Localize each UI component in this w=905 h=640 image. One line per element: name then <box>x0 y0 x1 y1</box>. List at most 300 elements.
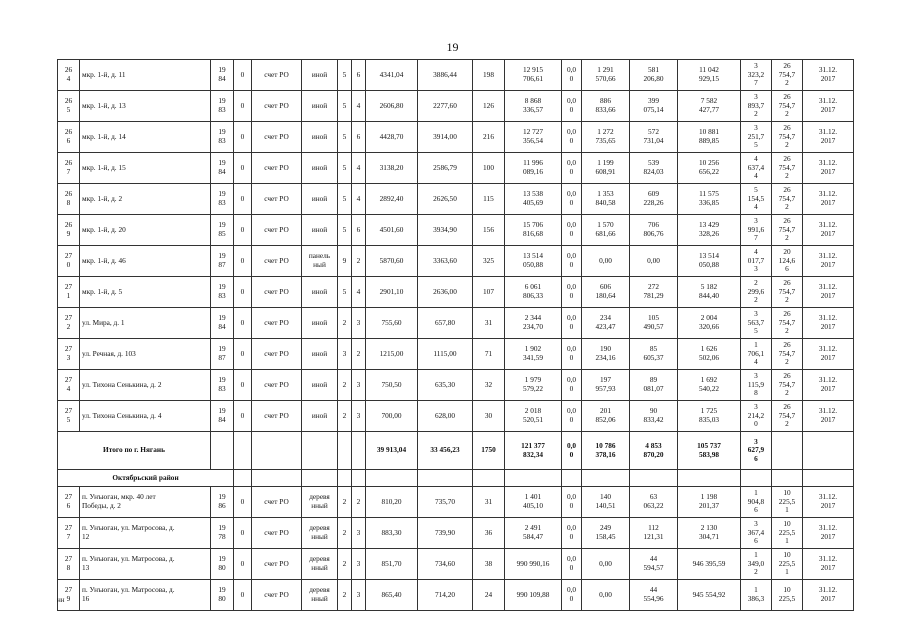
table-cell: 156 <box>473 215 505 246</box>
address-cell: мкр. 1-й, д. 15 <box>80 153 211 184</box>
table-cell: 2901,10 <box>366 277 418 308</box>
section-header-row <box>58 470 854 487</box>
housing-repair-table <box>57 59 854 611</box>
table-cell: 0,0 0 <box>562 277 582 308</box>
table-cell: 5 <box>338 153 352 184</box>
table-cell: 0 <box>234 308 252 339</box>
table-cell: 27 6 <box>58 487 80 518</box>
table-cell: 0 <box>234 518 252 549</box>
table-cell: 26 754,7 2 <box>772 60 803 91</box>
table-cell: 628,00 <box>418 401 473 432</box>
total-cost: 121 377 832,34 <box>505 432 562 470</box>
table-cell: 31.12. 2017 <box>803 549 854 580</box>
table-cell: 13 429 328,26 <box>678 215 741 246</box>
table-cell: 0 <box>234 91 252 122</box>
table-cell: 0 <box>234 370 252 401</box>
table-cell: 2 130 304,71 <box>678 518 741 549</box>
table-cell: 190 234,16 <box>582 339 630 370</box>
table-cell: 27 9 <box>58 580 80 611</box>
table-cell: 0,0 0 <box>562 580 582 611</box>
table-cell: 100 <box>473 153 505 184</box>
table-cell: 11 996 089,16 <box>505 153 562 184</box>
table-cell: счет РО <box>252 487 302 518</box>
table-cell: 0,0 0 <box>562 518 582 549</box>
table-cell: счет РО <box>252 215 302 246</box>
table-cell: 0,00 <box>582 549 630 580</box>
table-cell: счет РО <box>252 370 302 401</box>
table-cell: 1 198 201,37 <box>678 487 741 518</box>
table-cell: 19 85 <box>211 215 234 246</box>
table-cell: иной <box>302 60 338 91</box>
address-cell: мкр. 1-й, д. 46 <box>80 246 211 277</box>
table-cell: 1 570 681,66 <box>582 215 630 246</box>
table-cell: 0,0 0 <box>562 184 582 215</box>
total-residents: 1750 <box>473 432 505 470</box>
table-cell: 19 87 <box>211 246 234 277</box>
table-cell: счет РО <box>252 308 302 339</box>
table-cell: 3 893,7 2 <box>741 91 772 122</box>
table-cell: 32 <box>473 370 505 401</box>
table-cell: 739,90 <box>418 518 473 549</box>
table-cell: 197 957,93 <box>582 370 630 401</box>
table-cell: 2 <box>338 518 352 549</box>
table-cell: счет РО <box>252 580 302 611</box>
table-body-top <box>58 60 854 432</box>
table-row <box>58 549 854 580</box>
table-cell: 26 7 <box>58 153 80 184</box>
table-cell: счет РО <box>252 184 302 215</box>
table-cell: 1 353 840,58 <box>582 184 630 215</box>
table-cell: иной <box>302 308 338 339</box>
table-cell: 851,70 <box>366 549 418 580</box>
table-cell: 0,00 <box>630 246 678 277</box>
total-area: 39 913,04 <box>366 432 418 470</box>
table-cell: 2626,50 <box>418 184 473 215</box>
table-cell: 26 754,7 2 <box>772 122 803 153</box>
table-cell: 810,20 <box>366 487 418 518</box>
table-cell: 3 <box>352 401 366 432</box>
table-cell: 883,30 <box>366 518 418 549</box>
table-cell: счет РО <box>252 277 302 308</box>
table-row <box>58 215 854 246</box>
table-cell: 11 575 336,85 <box>678 184 741 215</box>
table-row <box>58 246 854 277</box>
table-cell: 36 <box>473 518 505 549</box>
table-cell: 13 514 050,88 <box>505 246 562 277</box>
address-cell: п. Унъюган, ул. Матросова, д. 13 <box>80 549 211 580</box>
table-cell: 10 225,5 <box>772 580 803 611</box>
table-cell: 7 582 427,77 <box>678 91 741 122</box>
table-cell: 572 731,04 <box>630 122 678 153</box>
table-cell: панель ный <box>302 246 338 277</box>
table-cell: 4 <box>352 153 366 184</box>
table-cell: 0,0 0 <box>562 370 582 401</box>
table-cell: 0 <box>234 549 252 580</box>
table-cell: 1 725 835,03 <box>678 401 741 432</box>
page-number: 19 <box>446 40 459 54</box>
table-cell: 1 199 608,91 <box>582 153 630 184</box>
table-cell: 325 <box>473 246 505 277</box>
address-cell: ул. Тихона Сенькина, д. 4 <box>80 401 211 432</box>
table-cell: 27 1 <box>58 277 80 308</box>
table-row <box>58 277 854 308</box>
table-cell: 10 225,5 1 <box>772 518 803 549</box>
total-municipal: 4 853 870,20 <box>630 432 678 470</box>
table-cell: 0 <box>234 60 252 91</box>
table-cell: 12 727 356,54 <box>505 122 562 153</box>
table-row <box>58 91 854 122</box>
table-row <box>58 184 854 215</box>
table-cell: иной <box>302 184 338 215</box>
table-cell: 31 <box>473 487 505 518</box>
table-cell: иной <box>302 215 338 246</box>
address-cell: мкр. 1-й, д. 5 <box>80 277 211 308</box>
table-cell: 3886,44 <box>418 60 473 91</box>
table-cell: 19 84 <box>211 308 234 339</box>
table-cell: 31.12. 2017 <box>803 91 854 122</box>
table-cell: 6 <box>352 122 366 153</box>
table-cell: 2606,80 <box>366 91 418 122</box>
table-cell: 26 754,7 2 <box>772 339 803 370</box>
table-cell: 3 <box>352 370 366 401</box>
address-cell: ул. Речная, д. 103 <box>80 339 211 370</box>
table-cell: 115 <box>473 184 505 215</box>
table-row <box>58 339 854 370</box>
table-cell: 31.12. 2017 <box>803 215 854 246</box>
table-cell: иной <box>302 122 338 153</box>
table-cell: 0,00 <box>582 246 630 277</box>
table-cell: 1 291 570,66 <box>582 60 630 91</box>
table-cell: 6 <box>352 215 366 246</box>
table-cell: 0 <box>234 153 252 184</box>
table-cell: 3 <box>352 308 366 339</box>
table-cell: иной <box>302 401 338 432</box>
table-cell: 2 <box>352 246 366 277</box>
total-row <box>58 432 854 470</box>
table-cell: 0,0 0 <box>562 91 582 122</box>
table-cell: 1 626 502,06 <box>678 339 741 370</box>
table-cell: 126 <box>473 91 505 122</box>
address-cell: мкр. 1-й, д. 14 <box>80 122 211 153</box>
table-cell: 63 063,22 <box>630 487 678 518</box>
table-cell: счет РО <box>252 91 302 122</box>
table-cell: счет РО <box>252 153 302 184</box>
table-cell: 15 706 816,68 <box>505 215 562 246</box>
table-cell: 0 <box>234 246 252 277</box>
table-cell: 2 004 320,66 <box>678 308 741 339</box>
table-cell: 0,0 0 <box>562 122 582 153</box>
table-cell: счет РО <box>252 518 302 549</box>
table-cell: 31 <box>473 308 505 339</box>
table-cell: 5870,60 <box>366 246 418 277</box>
table-cell: иной <box>302 339 338 370</box>
table-cell: 5 182 844,40 <box>678 277 741 308</box>
table-cell: 1 401 405,10 <box>505 487 562 518</box>
table-cell: 0 <box>234 401 252 432</box>
table-cell: 201 852,06 <box>582 401 630 432</box>
table-cell: 26 754,7 2 <box>772 91 803 122</box>
table-cell: 5 <box>338 215 352 246</box>
table-cell: 946 395,59 <box>678 549 741 580</box>
table-cell: 734,60 <box>418 549 473 580</box>
table-cell: 3 214,2 0 <box>741 401 772 432</box>
table-cell: 3 115,9 8 <box>741 370 772 401</box>
table-cell: 44 554,96 <box>630 580 678 611</box>
table-cell: 31.12. 2017 <box>803 246 854 277</box>
address-cell: ул. Мира, д. 1 <box>80 308 211 339</box>
table-cell: 4341,04 <box>366 60 418 91</box>
table-cell: 2 018 520,51 <box>505 401 562 432</box>
table-cell: 89 081,07 <box>630 370 678 401</box>
table-cell: 19 84 <box>211 60 234 91</box>
table-cell: 945 554,92 <box>678 580 741 611</box>
table-cell: 27 2 <box>58 308 80 339</box>
table-cell: 26 754,7 2 <box>772 308 803 339</box>
table-cell: 4 <box>352 184 366 215</box>
table-cell: 0,0 0 <box>562 153 582 184</box>
table-cell: 12 915 706,61 <box>505 60 562 91</box>
table-cell: 865,40 <box>366 580 418 611</box>
table-cell: 31.12. 2017 <box>803 518 854 549</box>
table-row <box>58 122 854 153</box>
table-cell: 27 8 <box>58 549 80 580</box>
table-cell: 714,20 <box>418 580 473 611</box>
table-cell: 3 563,7 5 <box>741 308 772 339</box>
table-cell: 27 3 <box>58 339 80 370</box>
table-cell: 31.12. 2017 <box>803 339 854 370</box>
table-cell: 249 158,45 <box>582 518 630 549</box>
table-cell: 1 386,3 <box>741 580 772 611</box>
table-total <box>58 432 854 487</box>
table-cell: 3 991,6 7 <box>741 215 772 246</box>
table-cell: 216 <box>473 122 505 153</box>
table-cell: 1 979 579,22 <box>505 370 562 401</box>
table-cell: иной <box>302 153 338 184</box>
address-cell: мкр. 1-й, д. 13 <box>80 91 211 122</box>
table-cell: 13 514 050,88 <box>678 246 741 277</box>
table-cell: 26 754,7 2 <box>772 370 803 401</box>
table-cell: 4 637,4 4 <box>741 153 772 184</box>
table-cell: 0 <box>234 184 252 215</box>
table-cell: 31.12. 2017 <box>803 487 854 518</box>
table-cell: 2 <box>338 580 352 611</box>
table-cell: 581 206,80 <box>630 60 678 91</box>
table-cell: счет РО <box>252 60 302 91</box>
total-region: 10 786 378,16 <box>582 432 630 470</box>
table-cell: 0,0 0 <box>562 246 582 277</box>
table-cell: 9 <box>338 246 352 277</box>
address-cell: мкр. 1-й, д. 2 <box>80 184 211 215</box>
table-cell: счет РО <box>252 401 302 432</box>
table-cell: 990 990,16 <box>505 549 562 580</box>
table-cell: 886 833,66 <box>582 91 630 122</box>
table-cell: 10 225,5 1 <box>772 487 803 518</box>
table-cell: 3363,60 <box>418 246 473 277</box>
table-cell: 1 706,1 4 <box>741 339 772 370</box>
table-cell: 0 <box>234 339 252 370</box>
table-cell: 26 6 <box>58 122 80 153</box>
table-cell: 0 <box>234 215 252 246</box>
table-cell: 3914,00 <box>418 122 473 153</box>
table-cell: 38 <box>473 549 505 580</box>
total-living-area: 33 456,23 <box>418 432 473 470</box>
address-cell: ул. Тихона Сенькина, д. 2 <box>80 370 211 401</box>
table-cell: 90 833,42 <box>630 401 678 432</box>
table-cell: 700,00 <box>366 401 418 432</box>
table-row <box>58 518 854 549</box>
table-cell: 27 7 <box>58 518 80 549</box>
table-cell: 755,60 <box>366 308 418 339</box>
table-cell: 735,70 <box>418 487 473 518</box>
table-cell: 2 299,6 2 <box>741 277 772 308</box>
table-cell: 3 <box>352 549 366 580</box>
table-cell: 2 <box>338 370 352 401</box>
table-cell: иной <box>302 277 338 308</box>
table-cell: 2 <box>338 549 352 580</box>
table-cell: 2892,40 <box>366 184 418 215</box>
table-cell: 0,00 <box>582 580 630 611</box>
table-cell: 26 4 <box>58 60 80 91</box>
table-cell: 5 <box>338 91 352 122</box>
table-cell: 26 754,7 2 <box>772 277 803 308</box>
table-cell: 31.12. 2017 <box>803 122 854 153</box>
table-cell: 1 904,8 6 <box>741 487 772 518</box>
table-cell: 2 344 234,70 <box>505 308 562 339</box>
table-cell: 10 225,5 1 <box>772 549 803 580</box>
table-row <box>58 401 854 432</box>
table-cell: 2586,79 <box>418 153 473 184</box>
table-cell: счет РО <box>252 339 302 370</box>
table-cell: 19 86 <box>211 487 234 518</box>
table-cell: 635,30 <box>418 370 473 401</box>
table-cell: 3 323,2 7 <box>741 60 772 91</box>
table-cell: 3 <box>352 580 366 611</box>
table-cell: 31.12. 2017 <box>803 308 854 339</box>
table-cell: 5 <box>338 277 352 308</box>
table-cell: 19 80 <box>211 549 234 580</box>
table-cell: 19 78 <box>211 518 234 549</box>
table-cell: 399 075,14 <box>630 91 678 122</box>
table-cell: 19 83 <box>211 91 234 122</box>
table-cell: 0,0 0 <box>562 549 582 580</box>
table-cell: 2 <box>338 487 352 518</box>
table-cell: 0,0 0 <box>562 401 582 432</box>
table-cell: 2 <box>338 308 352 339</box>
table-cell: счет РО <box>252 122 302 153</box>
table-cell: 5 <box>338 122 352 153</box>
table-cell: 31.12. 2017 <box>803 277 854 308</box>
table-cell: 31.12. 2017 <box>803 153 854 184</box>
footer-mark: нн <box>57 596 65 604</box>
table-cell: 3 <box>338 339 352 370</box>
table-cell: 19 87 <box>211 339 234 370</box>
table-cell: 609 228,26 <box>630 184 678 215</box>
total-owners: 105 737 583,98 <box>678 432 741 470</box>
table-cell: 26 754,7 2 <box>772 401 803 432</box>
table-row <box>58 60 854 91</box>
table-row <box>58 308 854 339</box>
address-cell: п. Унъюган, мкр. 40 лет Победы, д. 2 <box>80 487 211 518</box>
table-cell: 234 423,47 <box>582 308 630 339</box>
table-cell: 105 490,57 <box>630 308 678 339</box>
table-cell: 26 5 <box>58 91 80 122</box>
table-cell: 13 538 405,69 <box>505 184 562 215</box>
table-cell: 26 754,7 2 <box>772 153 803 184</box>
table-cell: 606 180,64 <box>582 277 630 308</box>
table-cell: 0 <box>234 122 252 153</box>
table-cell: 10 256 656,22 <box>678 153 741 184</box>
table-cell: 71 <box>473 339 505 370</box>
table-cell: 4 017,7 3 <box>741 246 772 277</box>
table-cell: 31.12. 2017 <box>803 580 854 611</box>
table-cell: иной <box>302 91 338 122</box>
table-cell: 272 781,29 <box>630 277 678 308</box>
table-cell: 990 109,88 <box>505 580 562 611</box>
table-cell: 657,80 <box>418 308 473 339</box>
table-cell: 26 8 <box>58 184 80 215</box>
table-cell: 44 594,57 <box>630 549 678 580</box>
table-row <box>58 487 854 518</box>
table-cell: 20 124,6 6 <box>772 246 803 277</box>
table-cell: 0 <box>234 487 252 518</box>
table-cell: 27 5 <box>58 401 80 432</box>
total-fund: 0,0 0 <box>562 432 582 470</box>
table-cell: иной <box>302 370 338 401</box>
table-cell: 706 806,76 <box>630 215 678 246</box>
table-cell: 2636,00 <box>418 277 473 308</box>
table-cell: 1 902 341,59 <box>505 339 562 370</box>
table-cell: деревя нный <box>302 518 338 549</box>
table-cell: 539 824,03 <box>630 153 678 184</box>
table-cell: 19 83 <box>211 184 234 215</box>
table-cell: 750,50 <box>366 370 418 401</box>
table-cell: деревя нный <box>302 580 338 611</box>
table-cell: 6 <box>352 60 366 91</box>
table-cell: 0,0 0 <box>562 487 582 518</box>
table-row <box>58 370 854 401</box>
table-cell: 26 754,7 2 <box>772 215 803 246</box>
table-cell: 85 605,37 <box>630 339 678 370</box>
table-cell: 4 <box>352 277 366 308</box>
address-cell: мкр. 1-й, д. 20 <box>80 215 211 246</box>
table-cell: 30 <box>473 401 505 432</box>
table-cell: 2 <box>338 401 352 432</box>
table-cell: 1 349,0 2 <box>741 549 772 580</box>
table-body-bottom <box>58 487 854 611</box>
table-cell: 0,0 0 <box>562 308 582 339</box>
table-cell: 0 <box>234 580 252 611</box>
table-cell: 19 83 <box>211 370 234 401</box>
table-cell: 2 <box>352 487 366 518</box>
table-cell: 26 9 <box>58 215 80 246</box>
table-cell: 8 868 336,57 <box>505 91 562 122</box>
table-cell: 6 061 806,33 <box>505 277 562 308</box>
table-cell: 31.12. 2017 <box>803 370 854 401</box>
table-cell: 107 <box>473 277 505 308</box>
table-cell: 5 <box>338 60 352 91</box>
table-cell: 19 83 <box>211 122 234 153</box>
table-cell: 2277,60 <box>418 91 473 122</box>
table-cell: 0,0 0 <box>562 60 582 91</box>
table-cell: 19 80 <box>211 580 234 611</box>
table-row <box>58 580 854 611</box>
table-cell: деревя нный <box>302 487 338 518</box>
table-cell: 19 84 <box>211 401 234 432</box>
section-title: Октябрьский район <box>58 470 234 487</box>
table-cell: деревя нный <box>302 549 338 580</box>
table-cell: 0 <box>234 277 252 308</box>
table-cell: 3934,90 <box>418 215 473 246</box>
